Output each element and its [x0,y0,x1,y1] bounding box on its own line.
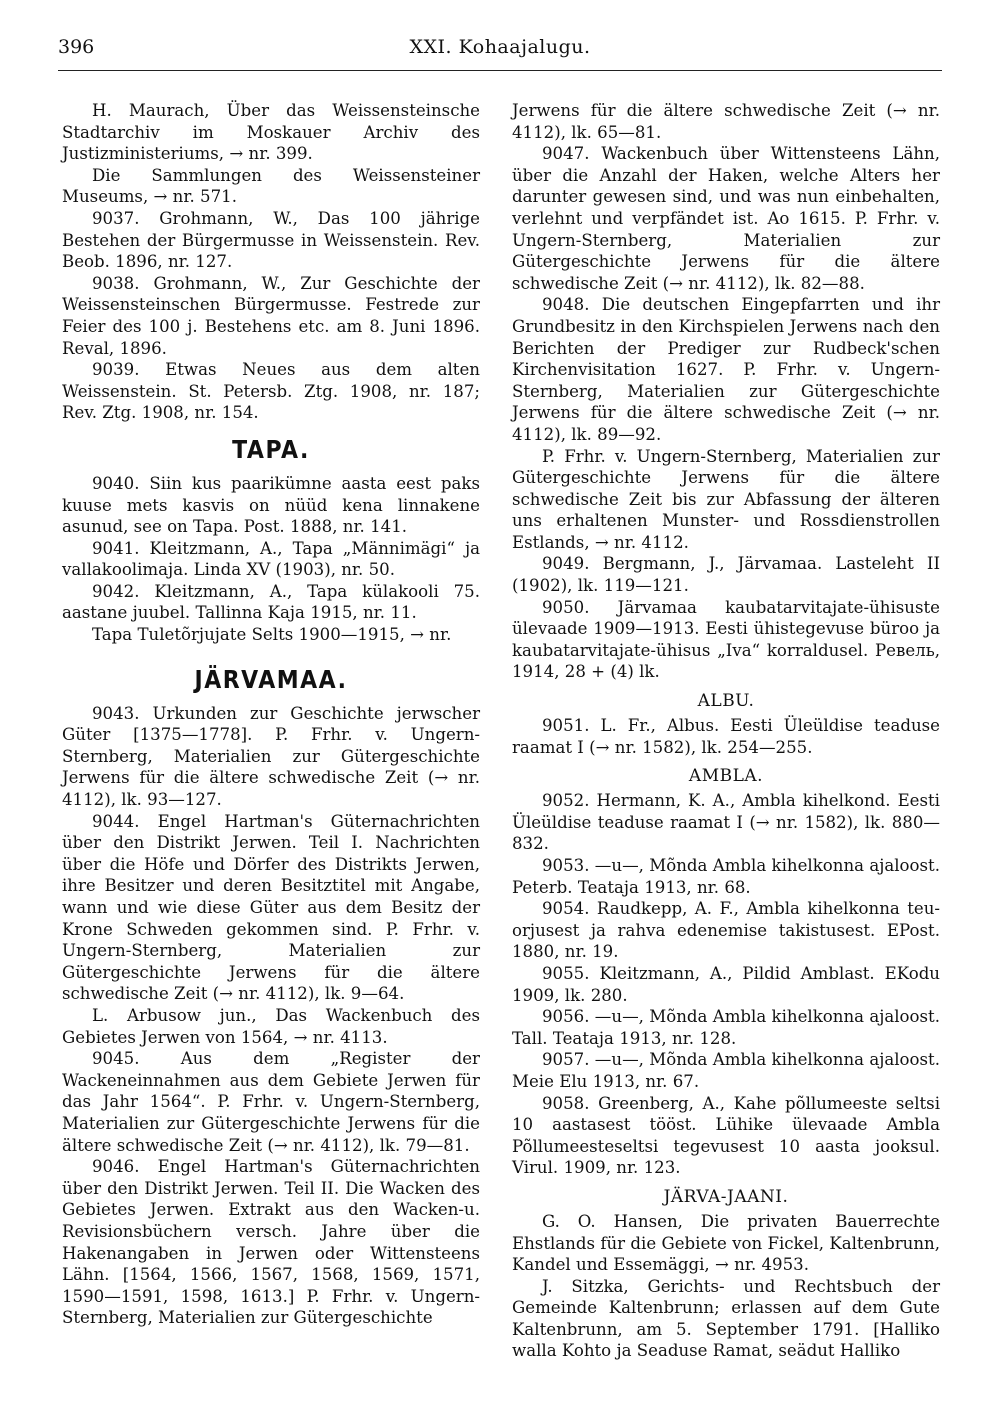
left-column [62,100,480,1329]
entry: 9050. Järvamaa kaubatarvitajate-ühisuste ülevaade 1909—1913. Eesti ühistegevuse büroo ja kaubatarvitajate-ühisus „Iva“ korraldusel. Ревель, 1914, 28 + (4) lk. [512,597,940,682]
entry: Jerwens für die ältere schwedische Zeit (→ nr. 4112), lk. 65—81. [512,101,940,142]
header-rule [58,70,942,71]
entry: 9040. Siin kus paarikümne aasta eest paks kuuse mets kasvis on nüüd kena linnakene asunud, see on Tapa. Post. 1888, nr. 141. [62,473,480,537]
entry: 9044. Engel Hartman's Güternachrichten über den Distrikt Jerwen. Teil I. Nachrichten über die Höfe und Dörfer des Distrikts Jerwen, ihre Besitzer und deren Besitztitel mit Angabe, wann und wie diese Güter aus dem Besitz der Krone Schweden gekommen sind. P. Frhr. v. Ungern-Sternberg, Materialien zur Gütergeschichte Jerwens für die ältere schwedische Zeit (→ nr. 4112), lk. 9—64. [62,811,480,1004]
entry: 9054. Raudkepp, A. F., Ambla kihelkonna teu-orjusest ja rahva edenemise takistusest. EPost. 1880, nr. 19. [512,899,940,962]
section-heading-albu: ALBU. [697,691,755,712]
entry: L. Arbusow jun., Das Wackenbuch des Gebietes Jerwen von 1564, → nr. 4113. [62,1005,480,1047]
entry: 9056. —u—, Mõnda Ambla kihelkonna ajaloost. Tall. Teataja 1913, nr. 128. [512,1007,940,1048]
page-header [58,36,942,66]
entry: 9038. Grohmann, W., Zur Geschichte der Weissensteinschen Bürgermusse. Festrede zur Feier des 100 j. Bestehens etc. am 8. Juni 1896. Reval, 1896. [62,273,480,358]
entry: 9043. Urkunden zur Geschichte jerwscher Güter [1375—1778]. P. Frhr. v. Ungern-Sternberg, Materialien zur Gütergeschichte Jerwens für die ältere schwedische Zeit (→ nr. 4112), lk. 93—127. [62,703,480,810]
entry: 9058. Greenberg, A., Kahe põllumeeste seltsi 10 aastasest tööst. Lühike ülevaade Ambla Põllumeesteseltsi tegevusest 10 aasta jooksul. Virul. 1909, nr. 123. [512,1093,940,1178]
entry: 9047. Wackenbuch über Wittensteens Lähn, über die Anzahl der Haken, welche Alters her darunter gewesen sind, und was nun einbehalten, verlehnt und verpfändet ist. Ao 1615. P. Frhr. v. Ungern-Sternberg, Materialien zur Gütergeschichte Jerwens für die ältere schwedische Zeit (→ nr. 4112), lk. 82—88. [512,144,940,293]
entry: J. Sitzka, Gerichts- und Rechtsbuch der Gemeinde Kaltenbrunn; erlassen auf dem Gute Kaltenbrunn, am 5. September 1791. [Halliko walla Kohto ja Seaduse Ramat, seädut Halliko [512,1276,940,1361]
entry: Tapa Tuletõrjujate Selts 1900—1915, → nr. [92,625,452,645]
entry: 9057. —u—, Mõnda Ambla kihelkonna ajaloost. Meie Elu 1913, nr. 67. [512,1050,940,1091]
entry: G. O. Hansen, Die privaten Bauerrechte Ehstlands für die Gebiete von Fickel, Kaltenbrunn, Kandel und Essemäggi, → nr. 4953. [512,1211,940,1275]
running-title: XXI. Kohaajalugu. [409,36,591,58]
section-heading-ambla: AMBLA. [688,766,764,787]
entry: H. Maurach, Über das Weissensteinsche Stadtarchiv im Moskauer Archiv des Justizministeriums, → nr. 399. [62,101,480,164]
entry: 9055. Kleitzmann, A., Pildid Amblast. EKodu 1909, lk. 280. [512,963,940,1005]
entry: 9051. L. Fr., Albus. Eesti Üleüldise teaduse raamat I (→ nr. 1582), lk. 254—255. [512,716,940,757]
entry: 9053. —u—, Mõnda Ambla kihelkonna ajaloost. Peterb. Teataja 1913, nr. 68. [512,856,940,897]
right-column [512,100,940,1362]
entry: 9052. Hermann, K. A., Ambla kihelkond. Eesti Üleüldise teaduse raamat I (→ nr. 1582), lk. 880—832. [512,791,940,854]
entry: 9046. Engel Hartman's Güternachrichten über den Distrikt Jerwen. Teil II. Die Wacken des Gebietes Jerwen. Extrakt aus den Wacken-u. Revisionsbüchern versch. Jahre über die Hakenangaben in Jerwen oder Wittensteens Lähn. [1564, 1566, 1567, 1568, 1569, 1571, 1590—1591, 1598, 1613.] P. Frhr. v. Ungern-Sternberg, Materialien zur Gütergeschichte [62,1157,480,1328]
section-heading-jarvamaa: JÄRVAMAA. [194,665,348,695]
entry: 9048. Die deutschen Eingepfarrten und ihr Grundbesitz in den Kirchspielen Jerwens nach den Berichten der Prediger zur Rudbeck'schen Kirchenvisitation 1627. P. Frhr. v. Ungern-Sternberg, Materialien zur Gütergeschichte Jerwens für die ältere schwedische Zeit (→ nr. 4112), lk. 89—92. [512,295,940,444]
entry: 9042. Kleitzmann, A., Tapa külakooli 75. aastane juubel. Tallinna Kaja 1915, nr. 11. [62,581,480,623]
entry: 9049. Bergmann, J., Järvamaa. Lasteleht II (1902), lk. 119—121. [512,554,940,596]
entry: Die Sammlungen des Weissensteiner Museums, → nr. 571. [62,165,480,207]
section-heading-tapa: TAPA. [232,436,310,465]
section-heading-jarva-jaani: JÄRVA-JAANI. [663,1186,789,1207]
entry: 9039. Etwas Neues aus dem alten Weissenstein. St. Petersb. Ztg. 1908, nr. 187; Rev. Ztg. 1908, nr. 154. [62,360,480,423]
entry: 9045. Aus dem „Register der Wackeneinnahmen aus dem Gebiete Jerwen für das Jahr 1564“. P. Frhr. v. Ungern-Sternberg, Materialien zur Gütergeschichte Jerwens für die ältere schwedische Zeit (→ nr. 4112), lk. 79—81. [62,1049,480,1155]
page-number: 396 [58,36,95,58]
entry: 9041. Kleitzmann, A., Tapa „Männimägi“ ja vallakoolimaja. Linda XV (1903), nr. 50. [62,538,480,580]
entry: 9037. Grohmann, W., Das 100 jährige Bestehen der Bürgermusse in Weissenstein. Rev. Beob. 1896, nr. 127. [62,208,480,272]
entry: P. Frhr. v. Ungern-Sternberg, Materialien zur Gütergeschichte Jerwens für die ältere schwedische Zeit bis zur Abfassung der älteren uns erhaltenen Munster- und Rossdienstrollen Estlands, → nr. 4112. [512,446,940,552]
